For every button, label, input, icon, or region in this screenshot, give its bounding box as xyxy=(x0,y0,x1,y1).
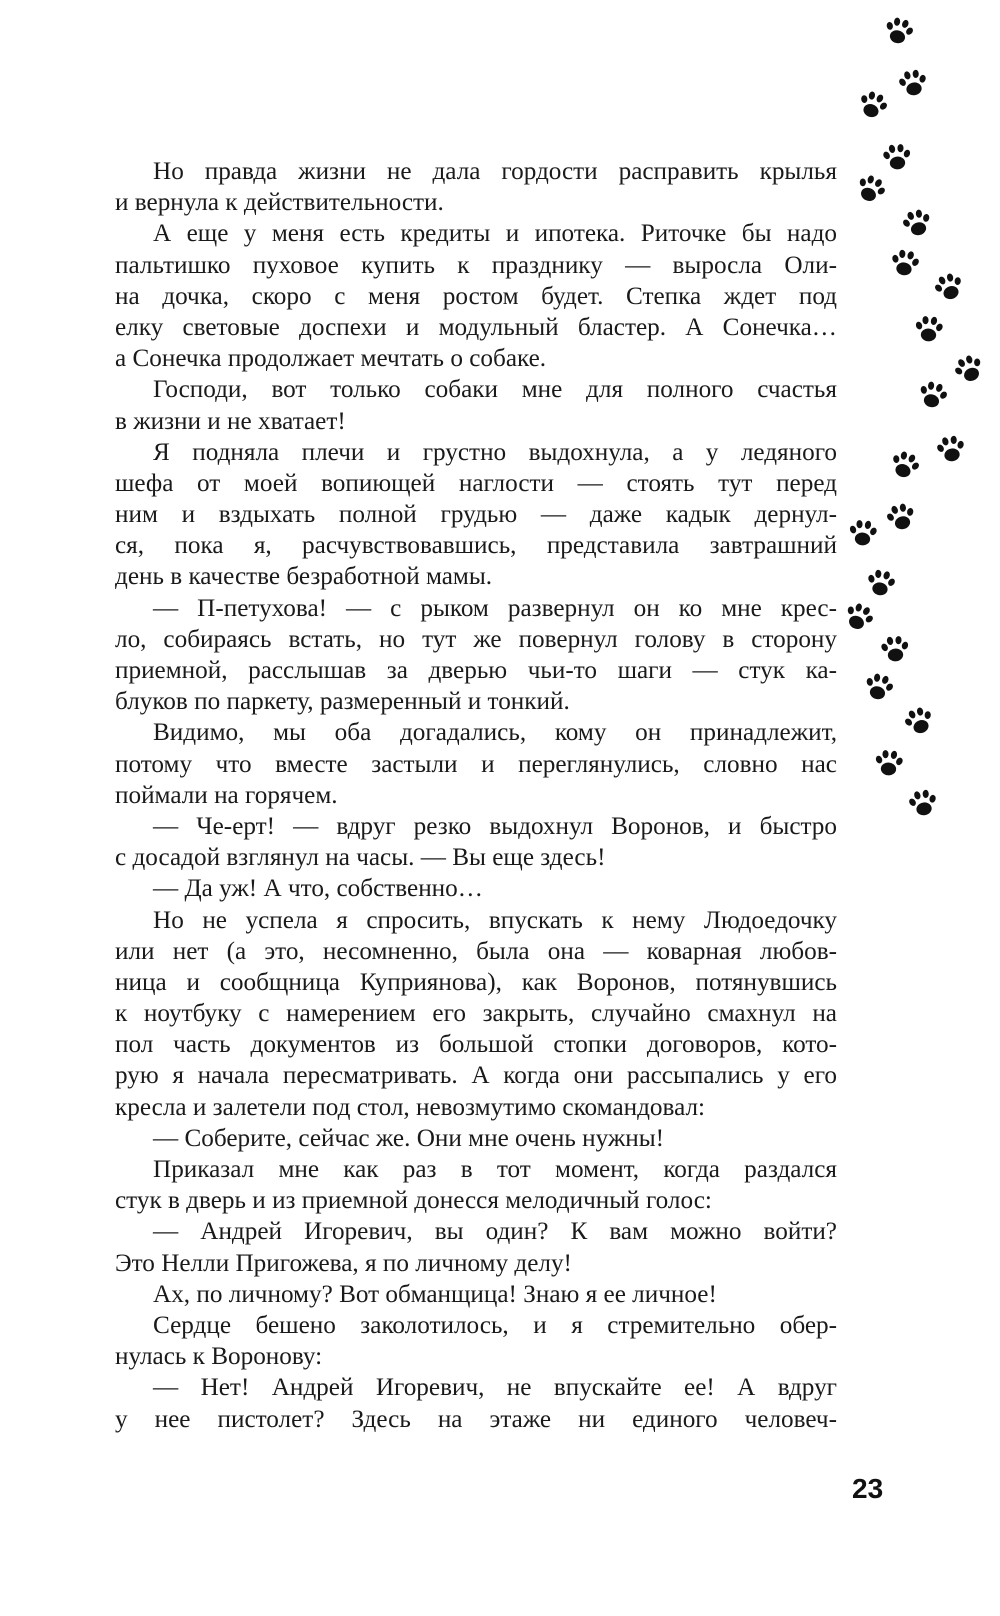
text-line: ло, собираясь встать, но тут же повернул голову в сторону xyxy=(115,625,837,653)
text-line: ся, пока я, расчувствовавшись, представила завтрашний xyxy=(115,532,837,560)
text-line: — Че-ерт! — вдруг резко выдохнул Воронов, и быстро xyxy=(153,812,837,840)
text-line: к ноутбуку с намерением его закрыть, случайно смахнул на xyxy=(115,1000,837,1028)
paw-print-icon xyxy=(878,10,920,52)
text-line: с досадой взглянул на часы. — Вы еще здесь! xyxy=(115,844,606,872)
text-line: Но не успела я спросить, впускать к нему Людоедочку xyxy=(153,906,837,934)
body-text xyxy=(115,156,837,1435)
text-line: у нее пистолет? Здесь на этаже ни единого человеч- xyxy=(115,1405,837,1433)
paw-print-icon xyxy=(836,594,881,639)
text-line: стук в дверь и из приемной донесся мелодичный голос: xyxy=(115,1187,712,1215)
paw-print-icon xyxy=(931,429,970,468)
text-line: — Соберите, сейчас же. Они мне очень нужны! xyxy=(153,1124,665,1152)
text-line: на дочка, скоро с меня ростом будет. Степка ждет под xyxy=(115,282,837,310)
text-line: в жизни и не хватает! xyxy=(115,407,346,435)
text-line: Видимо, мы оба догадались, кому он принадлежит, xyxy=(153,719,837,747)
paw-print-icon xyxy=(927,265,971,309)
text-line: Сердце бешено заколотилось, и я стремительно обер- xyxy=(153,1311,837,1339)
text-line: Ах, по личному? Вот обманщица! Знаю я ее личное! xyxy=(153,1280,717,1308)
text-line: приемной, расслышав за дверью чьи-то шаги — стук ка- xyxy=(115,657,837,684)
text-line: Приказал мне как раз в тот момент, когда раздался xyxy=(153,1156,837,1183)
text-line: ним и вздыхать полной грудью — даже кадык дернул- xyxy=(115,501,837,529)
paw-print-icon xyxy=(883,443,927,487)
text-line: — П-петухова! — с рыком развернул он ко мне крес- xyxy=(153,594,837,622)
text-line: шефа от моей вопиющей наглости — стоять тут перед xyxy=(115,469,837,497)
text-line: А еще у меня есть кредиты и ипотека. Риточке бы надо xyxy=(153,220,837,248)
text-line: пол часть документов из большой стопки договоров, кото- xyxy=(115,1031,837,1059)
paw-print-icon xyxy=(871,745,908,782)
text-line: а Сонечка продолжает мечтать о собаке. xyxy=(115,345,547,373)
text-line: потому что вместе застыли и переглянулись, словно нас xyxy=(115,750,837,778)
text-line: пальтишко пуховое купить к празднику — выросла Оли- xyxy=(115,251,837,279)
paw-print-icon xyxy=(912,374,954,416)
paw-print-icon xyxy=(861,563,900,602)
paw-print-icon xyxy=(858,666,900,708)
paw-print-icon xyxy=(845,515,882,552)
text-line: поймали на горячем. xyxy=(115,781,338,809)
paw-print-icon xyxy=(896,202,938,244)
text-line: Но правда жизни не дала гордости расправить крылья xyxy=(153,158,837,185)
paw-print-icon xyxy=(877,631,914,668)
text-line: рую я начала пересматривать. А когда они рассыпались у его xyxy=(115,1062,837,1090)
text-line: — Андрей Игоревич, вы один? К вам можно войти? xyxy=(153,1218,837,1246)
paw-print-icon xyxy=(903,783,942,822)
paw-print-icon xyxy=(885,243,924,282)
paw-print-icon xyxy=(893,63,932,102)
paw-print-icon xyxy=(880,496,922,538)
text-line: или нет (а это, несомненно, была она — коварная любов- xyxy=(115,937,837,965)
text-line: кресла и залетели под стол, невозмутимо скомандовал: xyxy=(115,1093,706,1121)
text-line: нулась к Воронову: xyxy=(115,1343,323,1371)
text-line: блуков по паркету, размеренный и тонкий. xyxy=(115,688,570,716)
text-line: и вернула к действительности. xyxy=(115,189,444,217)
paw-print-icon xyxy=(897,699,941,743)
text-line: — Да уж! А что, собственно… xyxy=(153,875,483,903)
paw-print-icon xyxy=(911,311,948,348)
paw-print-icon xyxy=(851,83,895,127)
paw-print-icon xyxy=(879,139,916,176)
text-line: Это Нелли Пригожева, я по личному делу! xyxy=(115,1249,572,1277)
text-line: Господи, вот только собаки мне для полного счастья xyxy=(153,376,837,404)
text-line: Я подняла плечи и грустно выдохнула, а у ледяного xyxy=(153,438,837,466)
text-line: ница и сообщница Куприянова), как Воронов, потянувшись xyxy=(115,968,837,996)
text-line: — Нет! Андрей Игоревич, не впускайте ее! А вдруг xyxy=(153,1374,837,1402)
text-line: елку световые доспехи и модульный бластер. А Сонечка… xyxy=(115,313,837,341)
page-number: 23 xyxy=(852,1473,884,1504)
text-line: день в качестве безработной мамы. xyxy=(115,563,493,591)
